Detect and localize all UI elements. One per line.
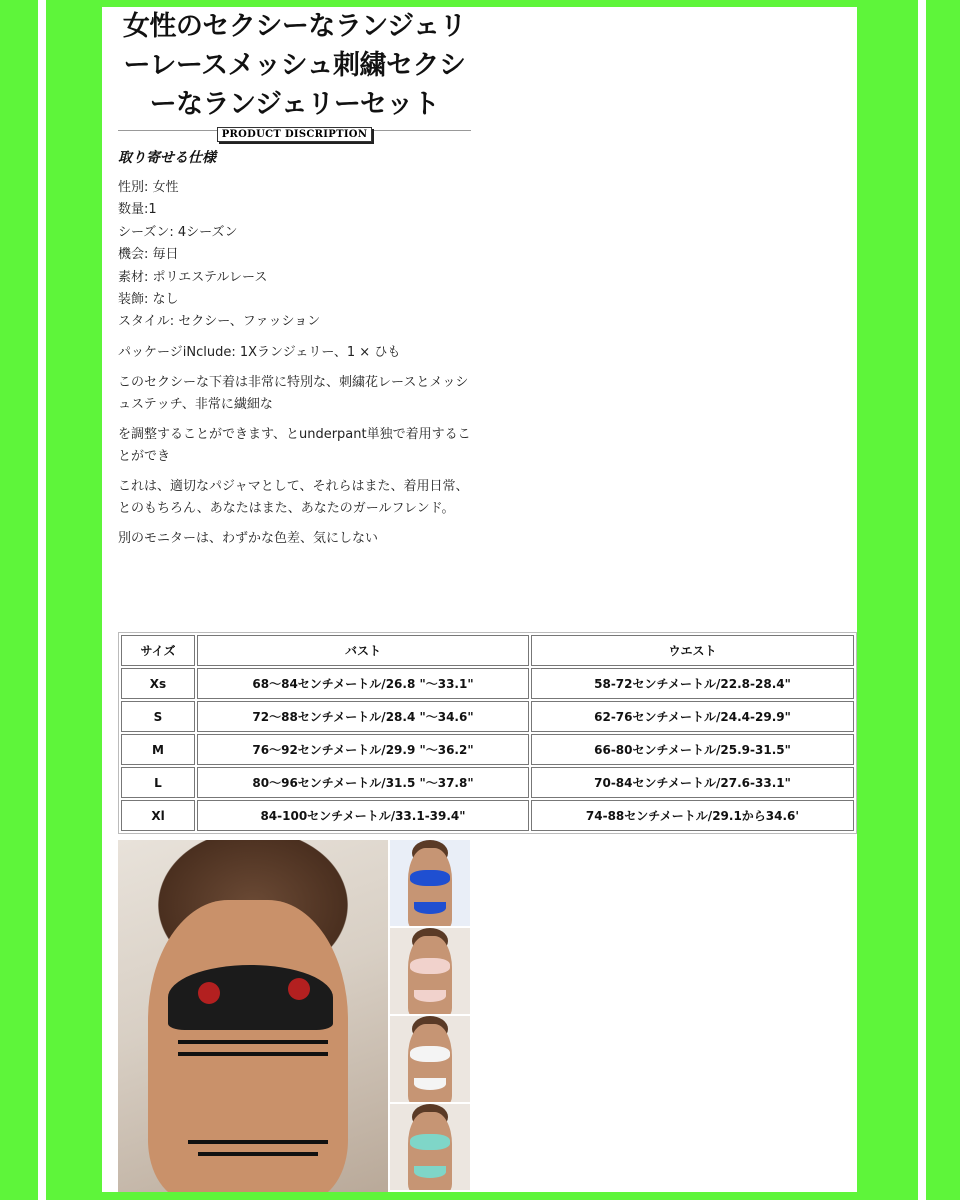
thumb-lingerie-bottom xyxy=(414,990,446,1002)
thumb-lingerie-bottom xyxy=(414,1078,446,1090)
bust-cell: 84-100センチメートル/33.1-39.4" xyxy=(197,800,529,831)
bust-cell: 68〜84センチメートル/26.8 "〜33.1" xyxy=(197,668,529,699)
thumbnail-strip xyxy=(390,840,470,1192)
badge-wrap xyxy=(118,122,471,142)
thumb-model-body xyxy=(408,848,452,926)
thumb-lingerie-top xyxy=(410,1134,450,1150)
header-size: サイズ xyxy=(121,635,195,666)
thumb-lingerie-top xyxy=(410,958,450,974)
thumb-lingerie-top xyxy=(410,870,450,886)
spec-item: スタイル: セクシー、ファッション xyxy=(118,314,321,330)
size-cell: Xl xyxy=(121,800,195,831)
main-product-photo[interactable] xyxy=(118,840,388,1192)
black-embroidered-bra xyxy=(168,965,333,1030)
waist-cell: 74-88センチメートル/29.1から34.6' xyxy=(531,800,854,831)
thumb-lingerie-bottom xyxy=(414,902,446,914)
header-waist: ウエスト xyxy=(531,635,854,666)
table-row xyxy=(121,734,854,765)
header-bust: バスト xyxy=(197,635,529,666)
bust-cell: 72〜88センチメートル/28.4 "〜34.6" xyxy=(197,701,529,732)
product-thumbnail[interactable] xyxy=(390,1104,470,1190)
thumb-lingerie-bottom xyxy=(414,1166,446,1178)
description-paragraph: を調整することができます、とunderpant単独で着用することができ xyxy=(118,426,471,464)
bra-strap xyxy=(178,1040,328,1044)
size-table xyxy=(118,632,857,834)
waist-cell: 70-84センチメートル/27.6-33.1" xyxy=(531,767,854,798)
bottom-strap xyxy=(188,1140,328,1144)
spec-item: 装飾: なし xyxy=(118,292,179,308)
size-table-header xyxy=(121,635,854,666)
description-paragraph: これは、適切なパジャマとして、それらはまた、着用日常、とのもちろん、あなたはまた、あなたのガールフレンド。 xyxy=(118,478,469,516)
product-thumbnail[interactable] xyxy=(390,840,470,926)
spec-item: 機会: 毎日 xyxy=(118,247,179,263)
thumb-model-body xyxy=(408,936,452,1014)
description-paragraphs xyxy=(118,342,471,550)
waist-cell: 62-76センチメートル/24.4-29.9" xyxy=(531,701,854,732)
product-title: 女性のセクシーなランジェリーレースメッシュ刺繍セクシーなランジェリーセット xyxy=(122,11,467,120)
size-cell: L xyxy=(121,767,195,798)
thumb-model-body xyxy=(408,1112,452,1190)
table-row xyxy=(121,701,854,732)
thumb-model-body xyxy=(408,1024,452,1102)
size-cell: S xyxy=(121,701,195,732)
bust-cell: 76〜92センチメートル/29.9 "〜36.2" xyxy=(197,734,529,765)
spec-item: 性別: 女性 xyxy=(118,180,179,195)
product-thumbnail[interactable] xyxy=(390,1016,470,1102)
waist-cell: 58-72センチメートル/22.8-28.4" xyxy=(531,668,854,699)
right-frame-stripe xyxy=(918,0,926,1200)
embroidery-flower xyxy=(198,982,220,1004)
product-photos xyxy=(118,840,470,1192)
product-panel xyxy=(102,7,857,1192)
description-paragraph: 別のモニターは、わずかな色差、気にしない xyxy=(118,530,379,546)
embroidery-flower xyxy=(288,978,310,1000)
bra-strap xyxy=(178,1052,328,1056)
left-frame-stripe xyxy=(38,0,46,1200)
spec-item: 数量:1 xyxy=(118,202,157,218)
description-paragraph: パッケージiNclude: 1Xランジェリー、1 × ひも xyxy=(118,344,401,360)
product-thumbnail[interactable] xyxy=(390,928,470,1014)
bottom-strap xyxy=(198,1152,318,1156)
spec-item: 素材: ポリエステルレース xyxy=(118,269,268,285)
spec-heading: 取り寄せる仕様 xyxy=(118,150,216,166)
thumb-lingerie-top xyxy=(410,1046,450,1062)
size-cell: Xs xyxy=(121,668,195,699)
spec-list xyxy=(118,177,471,334)
table-row xyxy=(121,800,854,831)
waist-cell: 66-80センチメートル/25.9-31.5" xyxy=(531,734,854,765)
table-row xyxy=(121,767,854,798)
size-cell: M xyxy=(121,734,195,765)
description-column xyxy=(118,7,471,550)
spec-item: シーズン: 4シーズン xyxy=(118,224,238,240)
model-body xyxy=(148,900,348,1192)
table-row xyxy=(121,668,854,699)
product-description-badge: PRODUCT DISCRIPTION xyxy=(217,127,373,142)
description-paragraph: このセクシーな下着は非常に特別な、刺繍花レースとメッシュステッチ、非常に繊細な xyxy=(118,374,469,412)
bust-cell: 80〜96センチメートル/31.5 "〜37.8" xyxy=(197,767,529,798)
